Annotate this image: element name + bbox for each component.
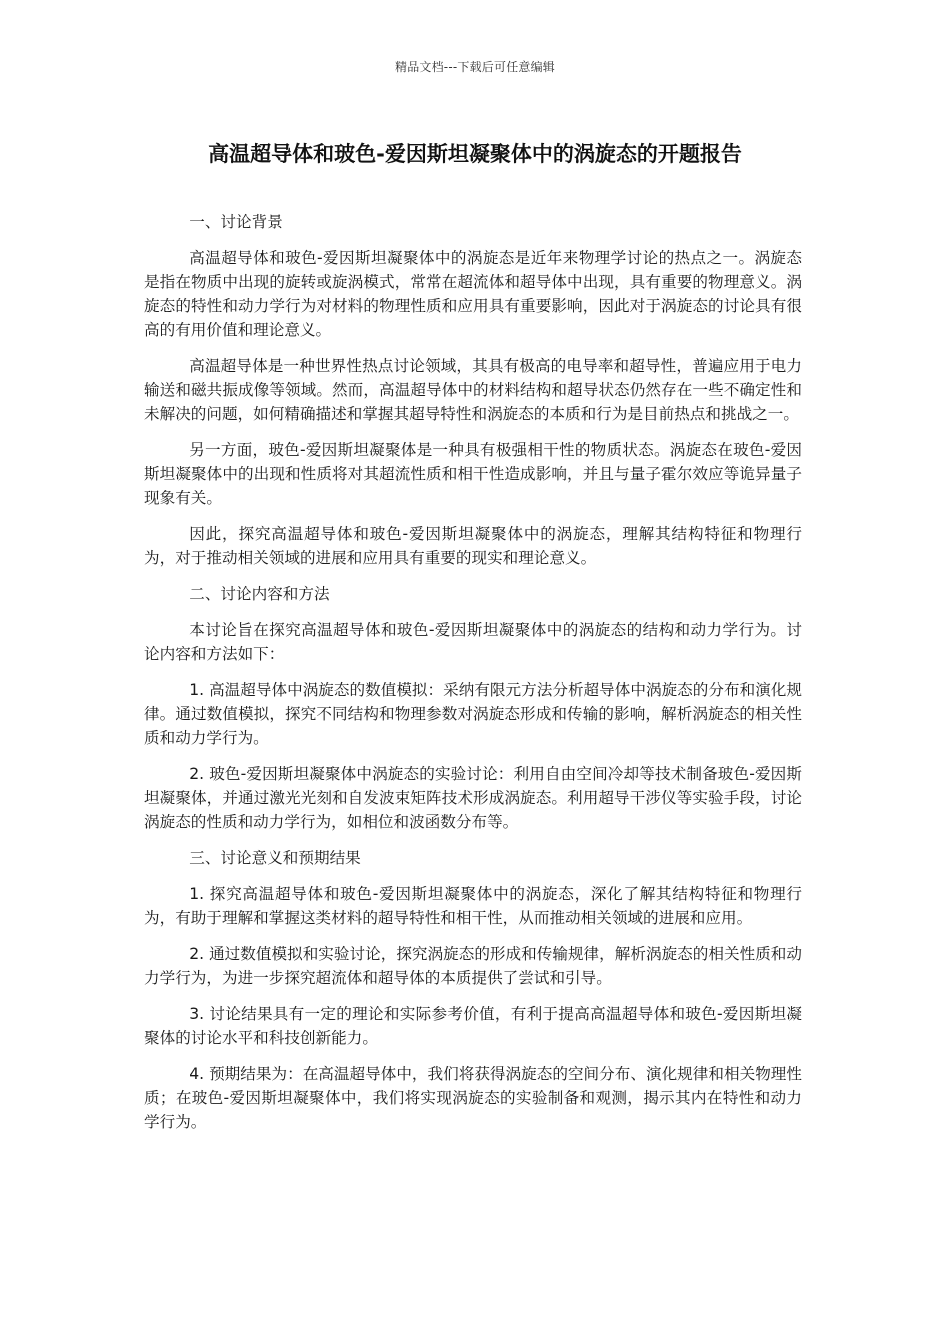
list-item: 1. 探究高温超导体和玻色-爱因斯坦凝聚体中的涡旋态，深化了解其结构特征和物理行为，有助于理解和掌握这类材料的超导特性和相干性，从而推动相关领域的进展和应用。 [144,885,802,927]
paragraph: 本讨论旨在探究高温超导体和玻色-爱因斯坦凝聚体中的涡旋态的结构和动力学行为。讨论内容和方法如下： [144,621,802,663]
section-heading-significance: 三、讨论意义和预期结果 [189,849,361,867]
section-heading-background: 一、讨论背景 [189,213,283,231]
list-item: 4. 预期结果为：在高温超导体中，我们将获得涡旋态的空间分布、演化规律和相关物理性质；在玻色-爱因斯坦凝聚体中，我们将实现涡旋态的实验制备和观测，揭示其内在特性和动力学行为。 [144,1065,802,1131]
paragraph: 高温超导体和玻色-爱因斯坦凝聚体中的涡旋态是近年来物理学讨论的热点之一。涡旋态是指在物质中出现的旋转或旋涡模式，常常在超流体和超导体中出现，具有重要的物理意义。涡旋态的特性和动力学行为对材料的物理性质和应用具有重要影响，因此对于涡旋态的讨论具有很高的有用价值和理论意义。 [144,249,802,339]
list-item: 3. 讨论结果具有一定的理论和实际参考价值，有利于提高高温超导体和玻色-爱因斯坦凝聚体的讨论水平和科技创新能力。 [144,1005,802,1047]
document-title: 高温超导体和玻色-爱因斯坦凝聚体中的涡旋态的开题报告 [208,142,742,166]
list-item: 2. 玻色-爱因斯坦凝聚体中涡旋态的实验讨论：利用自由空间冷却等技术制备玻色-爱因斯坦凝聚体，并通过激光光刻和自发波束矩阵技术形成涡旋态。利用超导干涉仪等实验手段，讨论涡旋态的性质和动力学行为，如相位和波函数分布等。 [144,765,802,831]
header-note: 精品文档---下载后可任意编辑 [395,60,555,74]
document-body [144,210,802,1146]
list-item: 2. 通过数值模拟和实验讨论，探究涡旋态的形成和传输规律，解析涡旋态的相关性质和动力学行为，为进一步探究超流体和超导体的本质提供了尝试和引导。 [144,945,802,987]
paragraph: 因此，探究高温超导体和玻色-爱因斯坦凝聚体中的涡旋态，理解其结构特征和物理行为，对于推动相关领域的进展和应用具有重要的现实和理论意义。 [144,525,802,567]
section-heading-content-methods: 二、讨论内容和方法 [189,585,330,603]
paragraph: 另一方面，玻色-爱因斯坦凝聚体是一种具有极强相干性的物质状态。涡旋态在玻色-爱因斯坦凝聚体中的出现和性质将对其超流性质和相干性造成影响，并且与量子霍尔效应等诡异量子现象有关。 [144,441,802,507]
paragraph: 高温超导体是一种世界性热点讨论领域，其具有极高的电导率和超导性，普遍应用于电力输送和磁共振成像等领域。然而，高温超导体中的材料结构和超导状态仍然存在一些不确定性和未解决的问题，如何精确描述和掌握其超导特性和涡旋态的本质和行为是目前热点和挑战之一。 [144,357,802,423]
list-item: 1. 高温超导体中涡旋态的数值模拟：采纳有限元方法分析超导体中涡旋态的分布和演化规律。通过数值模拟，探究不同结构和物理参数对涡旋态形成和传输的影响，解析涡旋态的相关性质和动力学行为。 [144,681,802,747]
